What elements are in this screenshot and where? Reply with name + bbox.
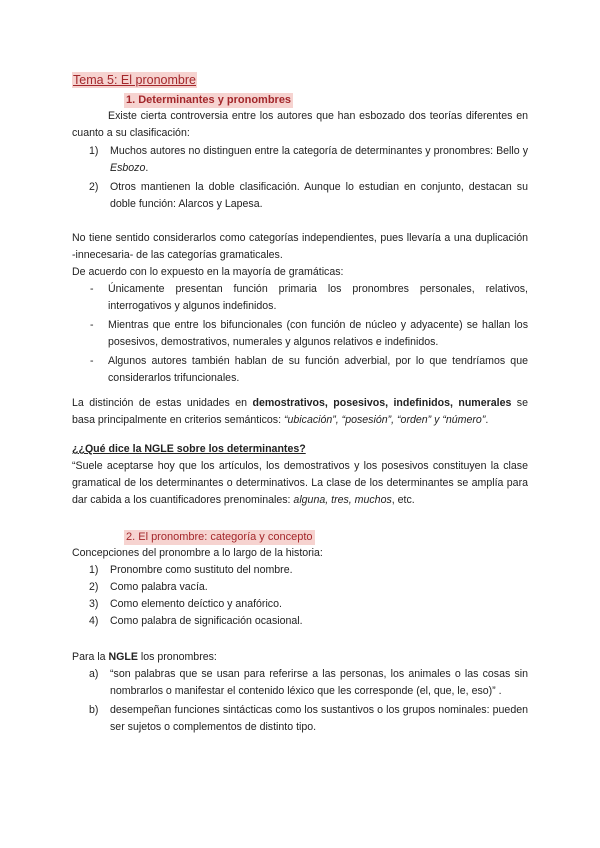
s1-paragraph-1: No tiene sentido considerarlos como categorías independientes, pues llevaría a una duplicación -innecesaria- de las categorías gramaticales. (72, 232, 528, 261)
list-marker: 2) (89, 581, 99, 593)
dist-italic: “ubicación”, “posesión”, “orden” y “número” (283, 414, 486, 426)
bullet-marker: - (90, 319, 94, 331)
list-item-italic: Esbozo (110, 162, 146, 174)
bullet-marker: - (90, 355, 94, 367)
dist-text-a: La distinción de estas unidades en (72, 397, 253, 409)
list-item (72, 702, 528, 736)
list-marker: a) (89, 668, 99, 680)
s1-distinction-paragraph (72, 395, 528, 429)
list-item-text: Otros mantienen la doble clasificación. Aunque lo estudian en conjunto, destacan su doble función: Alarcos y Lapesa. (110, 181, 528, 210)
s1-bullet-list (72, 281, 528, 387)
list-marker: 4) (89, 615, 99, 627)
list-marker: b) (89, 704, 99, 716)
list-item-text: Pronombre como sustituto del nombre. (110, 564, 293, 576)
list-marker: 1) (89, 564, 99, 576)
list-item-text: Como elemento deíctico y anafórico. (110, 598, 282, 610)
quote-italic: alguna, tres, muchos (293, 494, 392, 506)
list-item (72, 281, 528, 317)
section-2-heading: 2. El pronombre: categoría y concepto (126, 531, 313, 543)
list-item (72, 143, 528, 179)
s1-paragraph-2: De acuerdo con lo expuesto en la mayoría de gramáticas: (72, 266, 344, 278)
s2-ngle-intro (72, 649, 528, 666)
s1-numbered-list (72, 143, 528, 213)
page-title: Tema 5: El pronombre (73, 73, 196, 87)
list-marker: 3) (89, 598, 99, 610)
s2-intro: Concepciones del pronombre a lo largo de la historia: (72, 547, 323, 559)
section-2-heading-block (124, 529, 444, 546)
list-item-text-end: . (145, 162, 149, 174)
list-item-text: desempeñan funciones sintácticas como los sustantivos o los grupos nominales: pueden ser sujetos o complementos de distinto tipo. (110, 704, 528, 733)
dist-bold: demostrativos, posesivos, indefinidos, numerales (252, 397, 512, 409)
quote-text: “Suele aceptarse hoy que los artículos, los demostrativos y los posesivos constituyen la clase gramatical de los determinantes o determinativos. La clase de los determinantes se amplía para dar cabida a los cuantificadores prenominales: (72, 460, 528, 506)
list-item-text: Únicamente presentan función primaria los pronombres personales, relativos, interrogativos y algunos indefinidos. (108, 283, 528, 312)
section-1-heading-block (124, 92, 424, 109)
list-item (72, 179, 528, 213)
quote-end: , etc. (391, 494, 415, 506)
list-item-text: Mientras que entre los bifuncionales (con función de núcleo y adyacente) se hallan los posesivos, demostrativos, numerales y algunos relativos e indefinidos. (108, 319, 528, 348)
list-item-text: “son palabras que se usan para referirse a las personas, los animales o las cosas sin nombrarlos o manifestar el contenido léxico que les corresponde (el, que, le, eso)” . (110, 668, 528, 697)
title-block (72, 72, 528, 90)
list-marker: 2) (89, 181, 99, 193)
ngle-quote-paragraph (72, 458, 528, 509)
list-item (72, 613, 528, 630)
section-1-heading: 1. Determinantes y pronombres (126, 94, 292, 106)
list-item-text: Como palabra de significación ocasional. (110, 615, 303, 627)
s2-numbered-list (72, 562, 528, 630)
list-item (72, 596, 528, 613)
list-item-text: Como palabra vacía. (110, 581, 208, 593)
list-item (72, 579, 528, 596)
list-item (72, 317, 528, 353)
ngle-text-b: los pronombres: (137, 651, 217, 663)
ngle-text-a: Para la (72, 651, 109, 663)
list-item (72, 666, 528, 702)
list-item (72, 353, 528, 387)
ngle-bold: NGLE (108, 651, 138, 663)
list-item-text: Muchos autores no distinguen entre la categoría de determinantes y pronombres: Bello y (110, 145, 528, 157)
s2-lettered-list (72, 666, 528, 736)
s1-intro: Existe cierta controversia entre los autores que han esbozado dos teorías diferentes en cuanto a su clasificación: (72, 110, 528, 139)
question-text: ¿¿Qué dice la NGLE sobre los determinantes? (72, 443, 306, 455)
dist-text-b: se basa principalmente en criterios semánticos: (72, 397, 528, 426)
list-item-text: Algunos autores también hablan de su función adverbial, por lo que tendríamos que considerarlos trifuncionales. (108, 355, 528, 384)
list-item (72, 562, 528, 579)
bullet-marker: - (90, 283, 94, 295)
ngle-question-heading (72, 441, 528, 458)
dist-text-end: . (485, 414, 489, 426)
list-marker: 1) (89, 145, 99, 157)
